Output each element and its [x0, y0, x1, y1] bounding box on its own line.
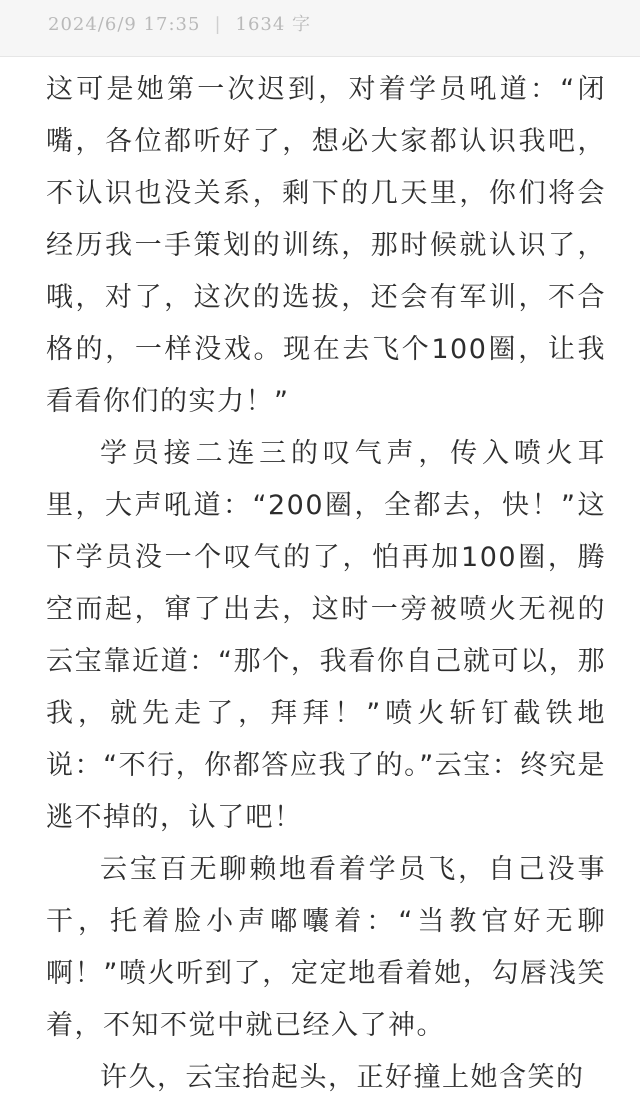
- article-meta-bar: [0, 0, 640, 57]
- article-body: [46, 64, 606, 1104]
- publish-date: 2024/6/9 17:35: [48, 14, 201, 35]
- article-meta: [48, 14, 311, 36]
- article-paragraph-2: 学员接二连三的叹气声，传入喷火耳里，大声吼道：“200圈，全都去，快！”这下学员没一个叹气的了，怕再加100圈，腾空而起，窜了出去，这时一旁被喷火无视的云宝靠近道：“那个，我看你自己就可以，那我，就先走了，拜拜！”喷火斩钉截铁地说：“不行，你都答应我了的。”云宝：终究是逃不掉的，认了吧！: [46, 438, 606, 833]
- article-paragraph-4: 许久，云宝抬起头，正好撞上她含笑的: [100, 1062, 585, 1093]
- article-paragraph-3: 云宝百无聊赖地看着学员飞，自己没事干，托着脸小声嘟囔着：“当教官好无聊啊！”喷火听到了，定定地看着她，勾唇浅笑着，不知不觉中就已经入了神。: [46, 854, 606, 1041]
- article-paragraph-1: 这可是她第一次迟到，对着学员吼道：“闭嘴，各位都听好了，想必大家都认识我吧，不认识也没关系，剩下的几天里，你们将会经历我一手策划的训练，那时候就认识了，哦，对了，这次的选拔，还会有军训，不合格的，一样没戏。现在去飞个100圈，让我看看你们的实力！”: [46, 74, 606, 417]
- word-count: 1634 字: [235, 14, 312, 35]
- meta-separator: |: [214, 14, 222, 35]
